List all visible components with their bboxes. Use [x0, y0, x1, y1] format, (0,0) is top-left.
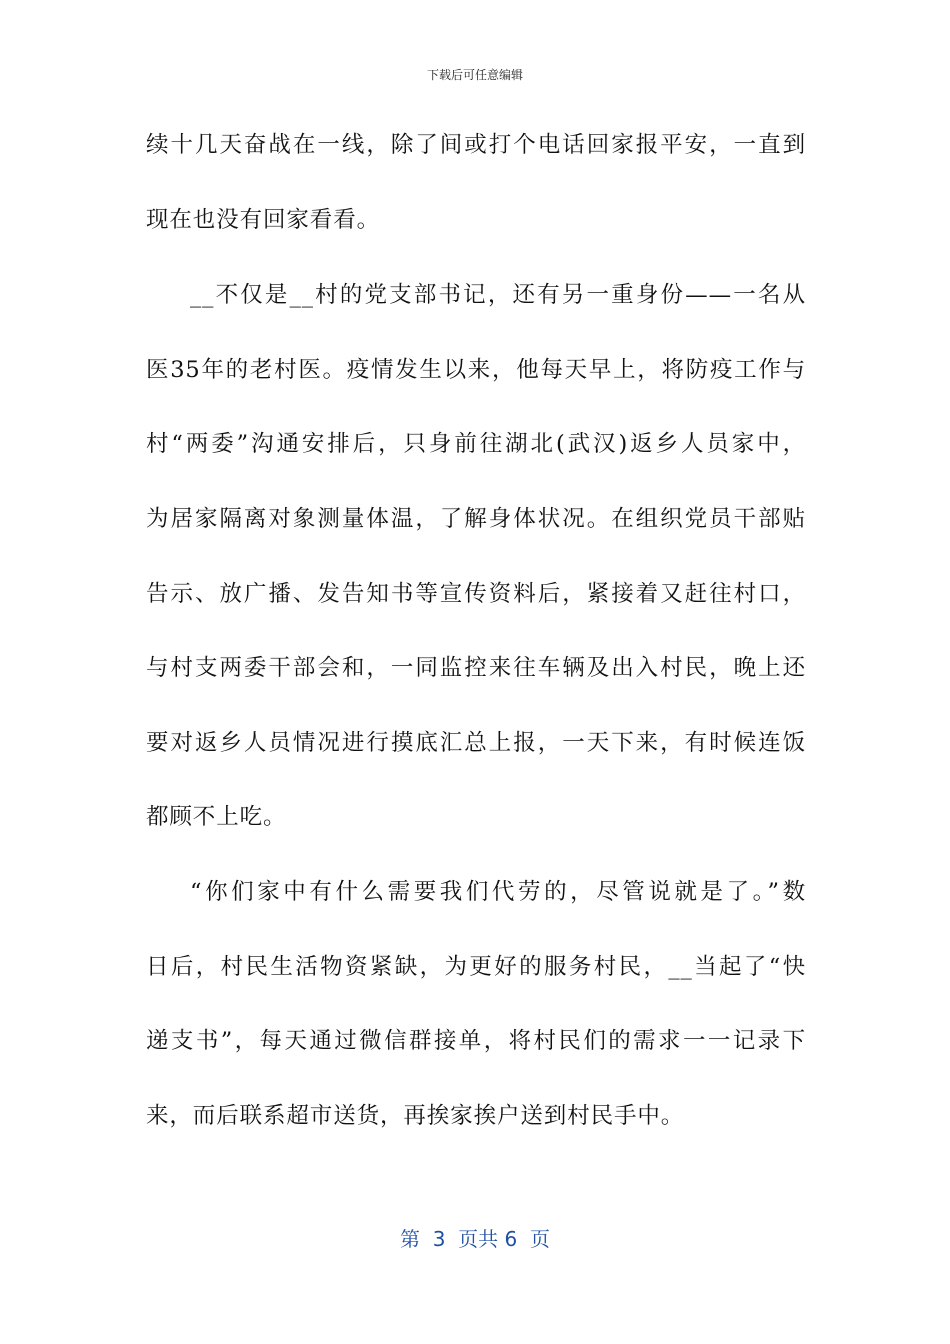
text-line: 村“两委”沟通安排后，只身前往湖北(武汉)返乡人员家中，	[146, 431, 806, 457]
page-number: 第 3 页共 6 页	[400, 1227, 550, 1251]
text-line: 医35年的老村医。疫情发生以来，他每天早上，将防疫工作与	[146, 357, 806, 383]
text-line: 日后，村民生活物资紧缺，为更好的服务村民，__当起了“快	[146, 954, 806, 980]
text-line: 都顾不上吃。	[146, 804, 287, 830]
text-line: 告示、放广播、发告知书等宣传资料后，紧接着又赶往村口，	[146, 581, 806, 607]
text-line: 递支书”，每天通过微信群接单，将村民们的需求一一记录下	[146, 1028, 806, 1054]
text-line: 要对返乡人员情况进行摸底汇总上报，一天下来，有时候连饭	[146, 730, 806, 756]
header-note: 下载后可任意编辑	[426, 68, 523, 82]
text-line: 为居家隔离对象测量体温，了解身体状况。在组织党员干部贴	[146, 506, 806, 532]
text-line: __不仅是__村的党支部书记，还有另一重身份——一名从	[190, 282, 806, 308]
text-line: 与村支两委干部会和，一同监控来往车辆及出入村民，晚上还	[146, 655, 806, 681]
text-line: 来，而后联系超市送货，再挨家挨户送到村民手中。	[146, 1103, 685, 1129]
text-line: 现在也没有回家看看。	[146, 207, 381, 233]
text-line: “你们家中有什么需要我们代劳的，尽管说就是了。”数	[190, 879, 806, 905]
text-line: 续十几天奋战在一线，除了间或打个电话回家报平安，一直到	[146, 132, 806, 158]
